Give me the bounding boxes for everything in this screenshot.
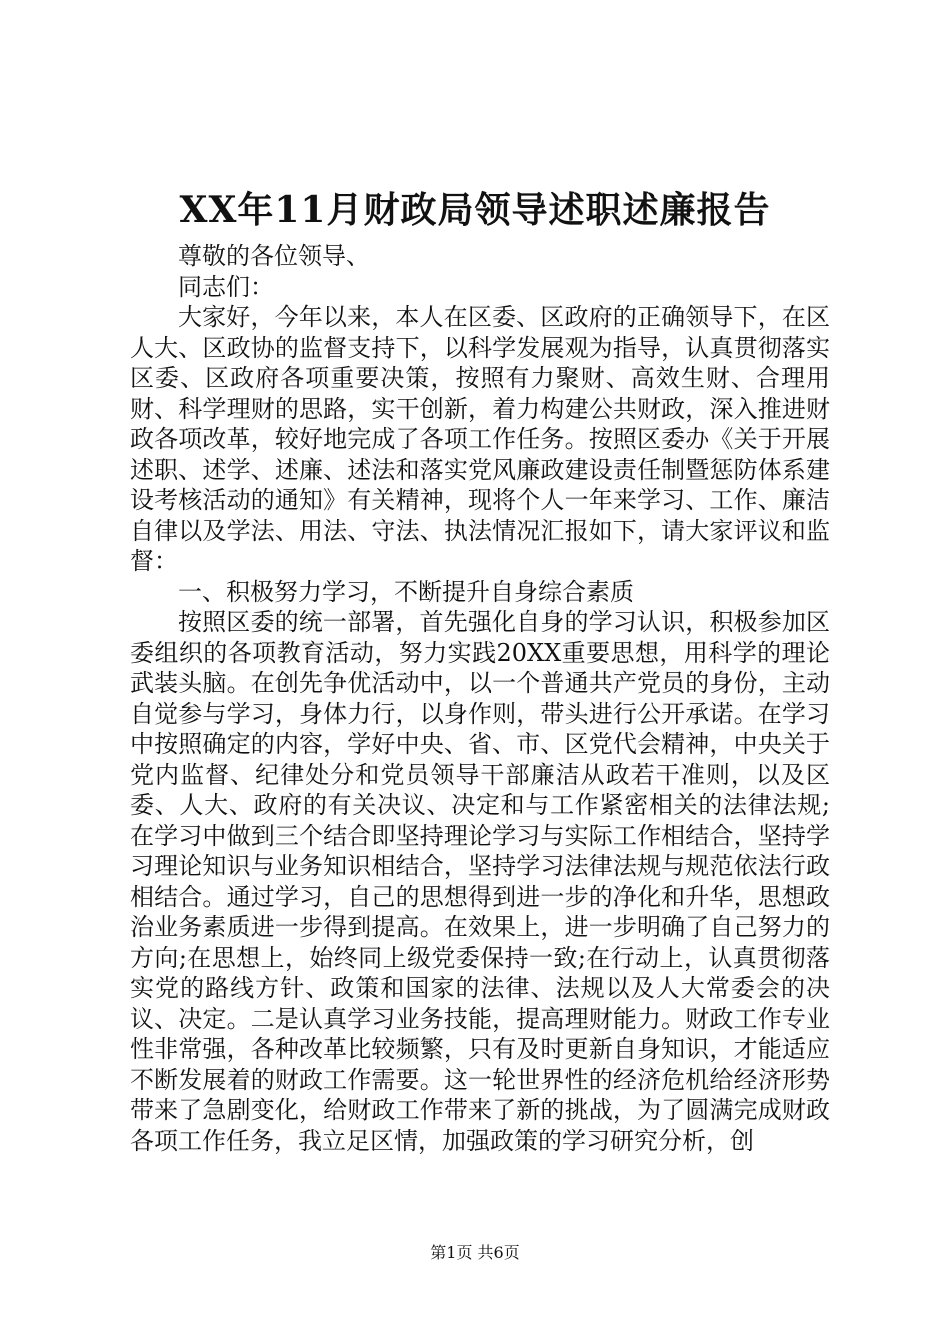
section-heading-1: 一、积极努力学习，不断提升自身综合素质 (178, 577, 634, 606)
page-footer: 第1页 共6页 (430, 1243, 520, 1262)
intro-paragraph: 大家好，今年以来，本人在区委、区政府的正确领导下，在区人大、区政协的监督支持下，以科学发展观为指导，认真贯彻落实区委、区政府各项重要决策，按照有力聚财、高效生财、合理用财、科学理财的思路，实干创新，着力构建公共财政，深入推进财政各项改革，较好地完成了各项工作任务。按照区委办《关于开展述职、述学、述廉、述法和落实党风廉政建设责任制暨惩防体系建设考核活动的通知》有关精神，现将个人一年来学习、工作、廉洁自律以及学法、用法、守法、执法情况汇报如下，请大家评议和监督： (130, 303, 830, 575)
document-title: XX年11月财政局领导述职述廉报告 (179, 189, 771, 231)
salutation-line-1: 尊敬的各位领导、 (178, 242, 370, 270)
section-1-paragraph: 按照区委的统一部署，首先强化自身的学习认识，积极参加区委组织的各项教育活动，努力实践20XX重要思想，用科学的理论武装头脑。在创先争优活动中，以一个普通共产党员的身份，主动自觉参与学习，身体力行，以身作则，带头进行公开承诺。在学习中按照确定的内容，学好中央、省、市、区党代会精神，中央关于党内监督、纪律处分和党员领导干部廉洁从政若干准则，以及区委、人大、政府的有关决议、决定和与工作紧密相关的法律法规;在学习中做到三个结合即坚持理论学习与实际工作相结合，坚持学习理论知识与业务知识相结合，坚持学习法律法规与规范依法行政相结合。通过学习，自己的思想得到进一步的净化和升华，思想政治业务素质进一步得到提高。在效果上，进一步明确了自己努力的方向;在思想上，始终同上级党委保持一致;在行动上，认真贯彻落实党的路线方针、政策和国家的法律、法规以及人大常委会的决议、决定。二是认真学习业务技能，提高理财能力。财政工作专业性非常强，各种改革比较频繁，只有及时更新自身知识，才能适应不断发展着的财政工作需要。这一轮世界性的经济危机给经济形势带来了急剧变化，给财政工作带来了新的挑战，为了圆满完成财政各项工作任务，我立足区情，加强政策的学习研究分析，创 (130, 608, 830, 1155)
salutation-line-2: 同志们： (178, 272, 274, 301)
document-body (130, 241, 830, 1156)
